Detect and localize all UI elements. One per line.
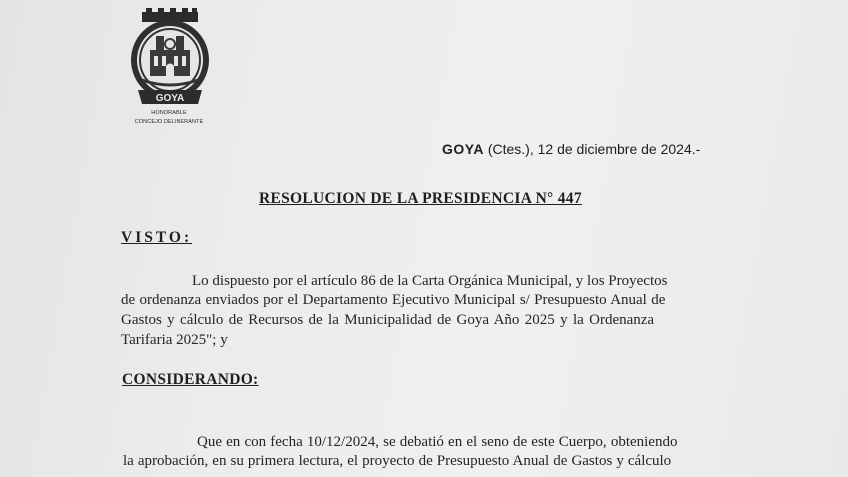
- considerando-line-2: la aprobación, en su primera lectura, el proyecto de Presupuesto Anual de Gastos y cálculo: [123, 453, 672, 469]
- seal-caption-honorable: HONORABLE: [151, 110, 187, 116]
- considerando-line-1: Que en con fecha 10/12/2024, se debatió en el seno de este Cuerpo, obteniendo: [197, 434, 678, 450]
- visto-line-1: Lo dispuesto por el artículo 86 de la Carta Orgánica Municipal, y los Proyectos: [192, 273, 668, 289]
- dateline-city: GOYA: [442, 141, 484, 157]
- dateline-date: (Ctes.), 12 de diciembre de 2024.-: [483, 141, 701, 157]
- visto-line-4: Tarifaria 2025"; y: [121, 332, 228, 348]
- considerando-heading: CONSIDERANDO:: [122, 371, 259, 388]
- visto-line-3: Gastos y cálculo de Recursos de la Municipalidad de Goya Año 2025 y la Ordenanza: [121, 312, 655, 328]
- document-title: RESOLUCION DE LA PRESIDENCIA N° 447: [259, 190, 582, 207]
- visto-heading: VISTO:: [121, 229, 193, 246]
- seal-caption-concejo: CONCEJO DELIBERANTE: [134, 119, 204, 125]
- dateline: [442, 141, 700, 157]
- coat-of-arms-seal: [128, 8, 212, 108]
- seal-banner-text: GOYA: [155, 93, 185, 104]
- visto-line-2: de ordenanza enviados por el Departamento Ejecutivo Municipal s/ Presupuesto Anual de: [121, 292, 666, 308]
